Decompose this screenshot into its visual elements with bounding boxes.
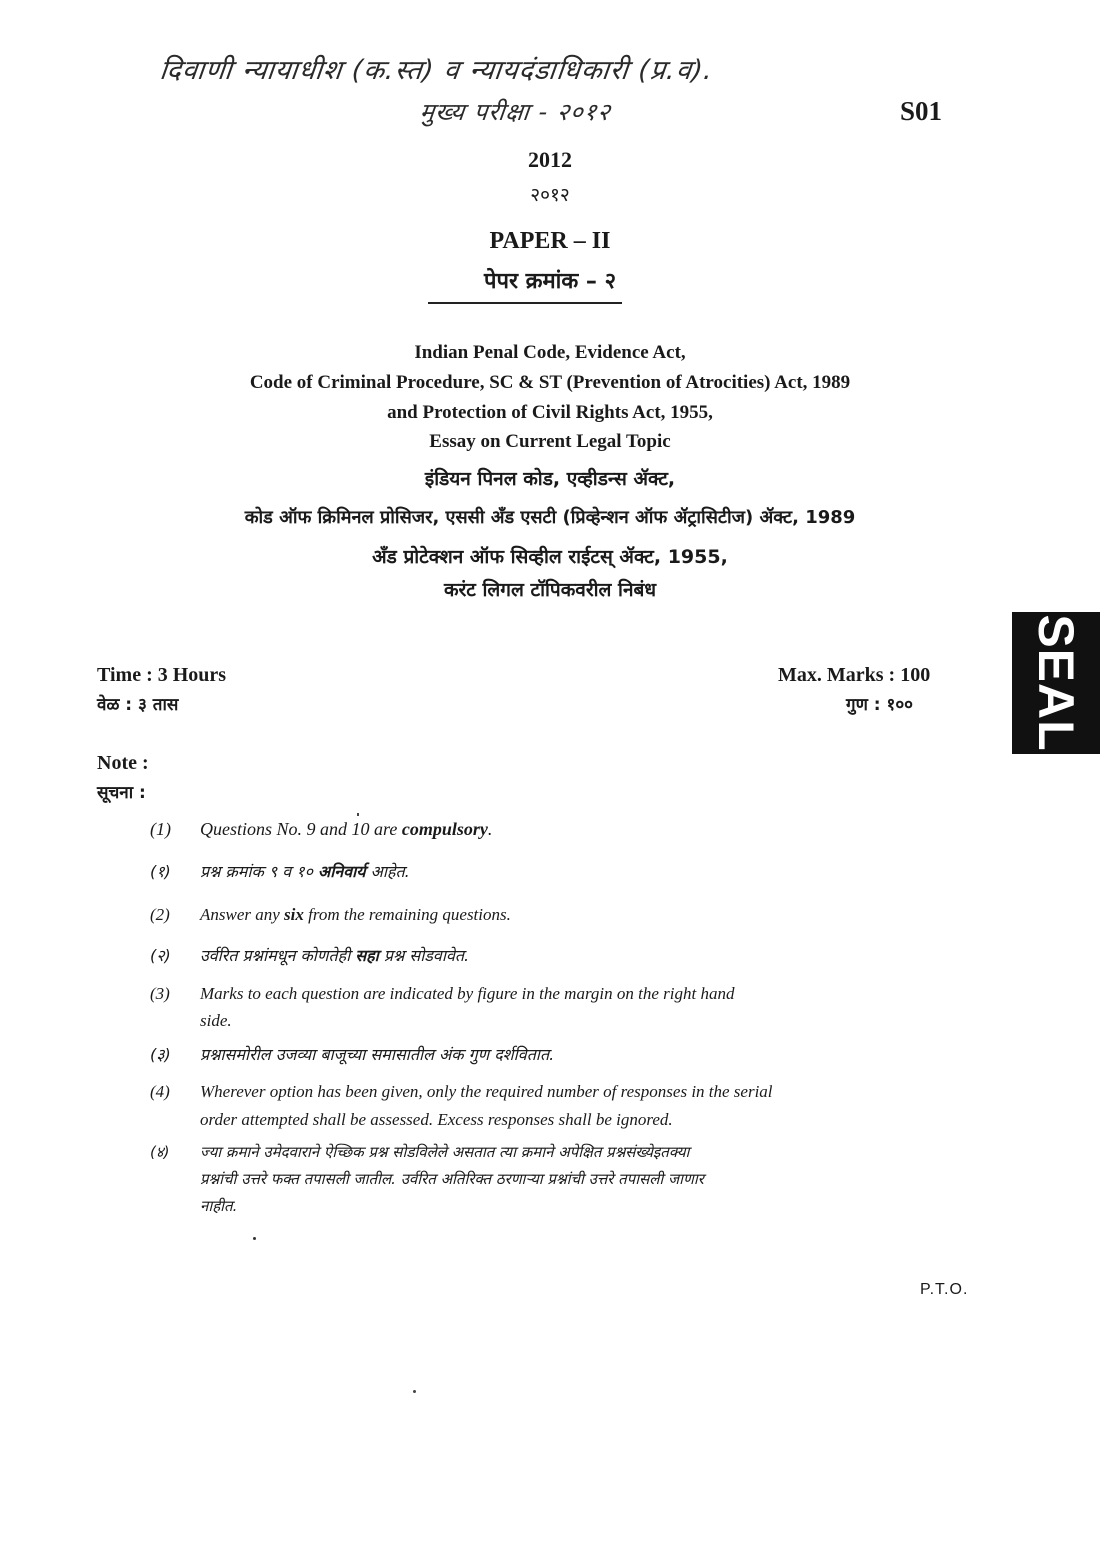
instruction-text: Wherever option has been given, only the required number of responses in the serial [200, 1082, 773, 1101]
instruction-text: प्रश्नांची उत्तरे फक्त तपासली जातील. उर्वरित अतिरिक्त ठरणाऱ्या प्रश्नांची उत्तरे तपासली जाणार [200, 1170, 704, 1188]
instruction-number: (3) [150, 984, 170, 1003]
subject-line: and Protection of Civil Rights Act, 1955, [387, 402, 713, 423]
scan-speck [413, 1390, 416, 1393]
title-underline [428, 302, 622, 304]
paper-title-english: PAPER – II [489, 228, 611, 254]
instruction-number: (2) [150, 905, 170, 924]
instruction-text: order attempted shall be assessed. Excess responses shall be ignored. [200, 1110, 673, 1129]
scan-speck [253, 1237, 256, 1240]
max-marks-marathi: गुण : १०० [846, 695, 914, 715]
instruction-number: (१) [150, 862, 171, 881]
instruction-text: side. [200, 1011, 232, 1030]
instruction-emphasis: six [284, 905, 304, 924]
seal-label: SEAL [1028, 614, 1084, 752]
max-marks-english: Max. Marks : 100 [778, 664, 931, 686]
instruction-text [200, 905, 511, 925]
handwritten-exam-title: दिवाणी न्यायाधीश (क.स्त) व न्यायदंडाधिकारी (प्र.व). [158, 55, 715, 86]
instruction-text-part: उर्वरित प्रश्नांमधून कोणतेही [200, 946, 356, 965]
subject-line: Indian Penal Code, Evidence Act, [414, 342, 686, 363]
year-marathi: २०१२ [530, 184, 570, 206]
year-english: 2012 [528, 147, 572, 172]
page-turn-note: P.T.O. [920, 1281, 969, 1298]
instruction-text [200, 944, 469, 966]
time-marathi: वेळ : ३ तास [97, 695, 179, 715]
paper-code: S01 [900, 96, 943, 126]
instruction-number: (४) [150, 1143, 170, 1161]
instruction-number: (३) [150, 1045, 171, 1064]
instruction-text: नाहीत. [200, 1197, 238, 1215]
paper-title-marathi: पेपर क्रमांक – २ [483, 269, 617, 294]
instruction-text [200, 819, 492, 840]
note-heading-marathi: सूचना : [97, 783, 146, 803]
subject-line: Essay on Current Legal Topic [429, 431, 671, 452]
seal-tab [1012, 612, 1100, 754]
instruction-text: Marks to each question are indicated by figure in the margin on the right hand [200, 984, 735, 1003]
instruction-text-part: Answer any [200, 905, 285, 924]
note-heading-english: Note : [97, 752, 149, 774]
subject-line-marathi: अँड प्रोटेक्शन ऑफ सिव्हील राईटस् ॲक्ट, 1955, [372, 546, 728, 568]
instruction-emphasis: compulsory [401, 819, 488, 839]
subject-line-marathi: करंट लिगल टॉपिकवरील निबंध [443, 579, 657, 601]
subject-line-marathi: इंडियन पिनल कोड, एव्हीडन्स ॲक्ट, [424, 468, 676, 490]
instruction-number: (1) [150, 819, 171, 839]
handwritten-exam-subtitle: मुख्य परीक्षा - २०१२ [418, 98, 613, 126]
instruction-text [200, 860, 410, 882]
scan-speck [357, 813, 359, 816]
instruction-text-part: प्रश्न सोडवावेत. [378, 946, 470, 965]
instruction-number: (२) [150, 946, 171, 965]
time-english: Time : 3 Hours [97, 664, 227, 686]
instruction-number: (4) [150, 1082, 170, 1101]
instruction-text-part: आहेत. [365, 862, 410, 881]
instruction-text: प्रश्नासमोरील उजव्या बाजूच्या समासातील अंक गुण दर्शवितात. [200, 1045, 555, 1064]
instruction-emphasis: सहा [355, 946, 379, 965]
subject-line: Code of Criminal Procedure, SC & ST (Prevention of Atrocities) Act, 1989 [249, 372, 851, 393]
instruction-text-part: . [487, 819, 493, 839]
instruction-text-part: from the remaining questions. [303, 905, 511, 924]
instruction-text: ज्या क्रमाने उमेदवाराने ऐच्छिक प्रश्न सोडविलेले असतात त्या क्रमाने अपेक्षित प्रश्नसंख्येइतक्या [200, 1143, 690, 1161]
instruction-emphasis: अनिवार्य [318, 862, 366, 881]
instruction-text-part: Questions No. 9 and 10 are [200, 819, 402, 839]
instruction-text-part: प्रश्न क्रमांक ९ व १० [200, 862, 318, 881]
subject-line-marathi: कोड ऑफ क्रिमिनल प्रोसिजर, एससी अँड एसटी (प्रिव्हेन्शन ऑफ ॲट्रासिटीज) ॲक्ट, 1989 [244, 507, 856, 528]
